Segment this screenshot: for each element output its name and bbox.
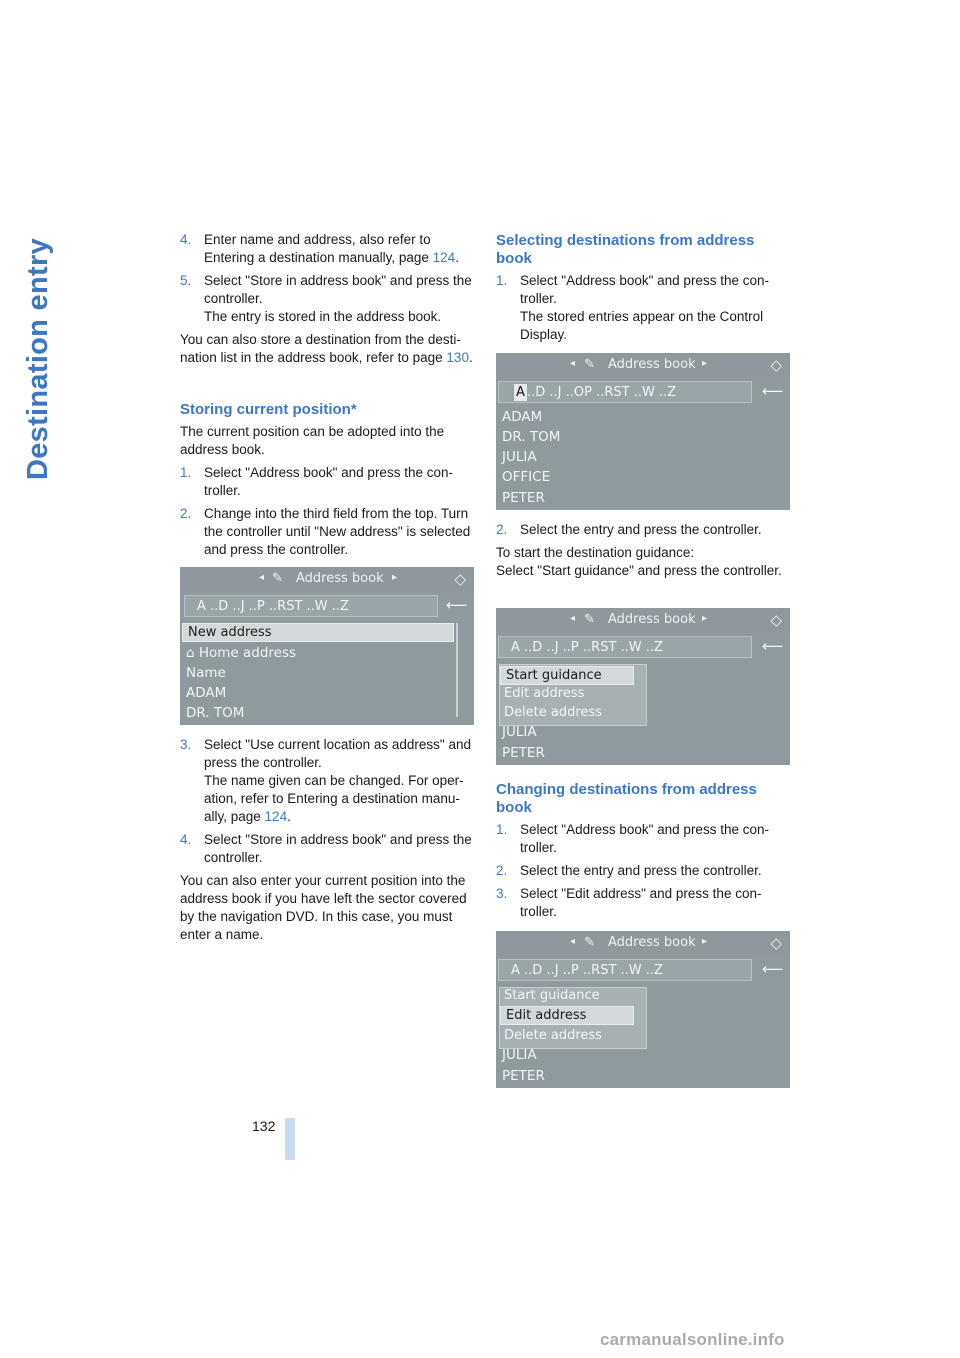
menu-item-delete-address[interactable]: Delete address [504,1028,602,1043]
list-item[interactable]: Name [186,665,226,681]
page-link[interactable]: 124 [264,809,288,824]
move-icon: ◇ [454,570,466,588]
right-arrow-icon: ▸ [702,613,708,624]
right-column-2 [496,521,788,585]
paragraph: To start the destination guidance: [496,545,695,560]
right-column-3 [496,821,788,926]
left-arrow-icon: ◂ [259,572,265,583]
right-arrow-icon: ▸ [392,572,398,583]
menu-item-start-guidance[interactable]: Start guidance [504,988,600,1003]
step-2: 2. Select the entry and press the controller. [496,522,762,537]
list-item[interactable]: ADAM [186,685,227,701]
screen-title: Address book [608,935,696,950]
list-item-selected[interactable]: New address [182,623,454,642]
address-book-icon: ✎ [584,357,595,372]
list-item[interactable]: ADAM [502,409,543,425]
screen-title: Address book [608,612,696,627]
menu-item-start-guidance[interactable]: Start guidance [500,666,634,685]
step-2: 2. Change into the third field from the top. Turn the controller until "New address" is selected and press the controller. [180,506,471,557]
screen-edit-address [496,931,790,1088]
step-4: 4. Enter name and address, also refer to Entering a destination manually, page 124. [180,232,459,265]
right-arrow-icon: ▸ [702,936,708,947]
list-item[interactable]: PETER [502,745,545,761]
list-item[interactable]: DR. TOM [502,429,561,445]
step-1: 1. Select "Address book" and press the controller. [496,822,769,855]
left-arrow-icon: ◂ [570,613,576,624]
address-book-icon: ✎ [272,571,283,586]
alphabet-bar[interactable]: A ..D ..J ..P ..RST ..W ..Z [184,595,438,617]
heading-storing-current-position: Storing current position* [180,401,357,418]
heading-selecting-destinations: Selecting destinations from address book [496,232,755,267]
selected-letter[interactable]: A [514,384,527,401]
menu-item-delete-address[interactable]: Delete address [504,705,602,720]
paragraph: You can also store a destination from the destination list in the address book, refer to page 130. [180,332,473,365]
address-book-icon: ✎ [584,612,595,627]
step-1: 1. Select "Address book" and press the controller. [180,465,453,498]
screen-title: Address book [296,571,384,586]
left-column-2 [180,423,474,564]
page-number: 132 [252,1118,276,1134]
left-arrow-icon: ◂ [570,936,576,947]
heading-changing-destinations: Changing destinations from address book [496,781,757,816]
menu-item-edit-address[interactable]: Edit address [504,686,585,701]
screen-title: Address book [608,357,696,372]
step-2: 2. Select the entry and press the controller. [496,863,762,878]
alphabet-bar[interactable]: ..D ..J ..OP ..RST ..W ..Z [498,381,752,403]
step-5: 5. Select "Store in address book" and press the controller. The entry is stored in the address book. [180,273,472,324]
screen-address-list [496,353,790,510]
left-arrow-icon: ◂ [570,358,576,369]
list-item[interactable]: DR. TOM [186,705,245,721]
step-1: 1. Select "Address book" and press the controller. The stored entries appear on the Control Display. [496,273,769,342]
step-3: 3. Select "Edit address" and press the controller. [496,886,762,919]
page-link[interactable]: 130 [446,350,469,365]
list-item[interactable]: PETER [502,490,545,506]
list-item[interactable]: PETER [502,1068,545,1084]
back-icon[interactable]: ⟵ [762,637,784,655]
address-book-icon: ✎ [584,935,595,950]
alphabet-bar[interactable]: A ..D ..J ..P ..RST ..W ..Z [498,636,752,658]
left-column-3 [180,736,474,949]
right-arrow-icon: ▸ [702,358,708,369]
back-icon[interactable]: ⟵ [762,960,784,978]
alphabet-bar[interactable]: A ..D ..J ..P ..RST ..W ..Z [498,959,752,981]
page-marker [285,1118,295,1160]
back-icon[interactable]: ⟵ [446,596,468,614]
list-item[interactable]: JULIA [502,1047,537,1063]
move-icon: ◇ [770,934,782,952]
move-icon: ◇ [770,356,782,374]
move-icon: ◇ [770,611,782,629]
right-column [496,272,788,349]
step-4: 4. Select "Store in address book" and press the controller. [180,832,472,865]
watermark-url: carmanualsonline.info [600,1330,785,1349]
page-link[interactable]: 124 [432,250,456,265]
paragraph: The current position can be adopted into the address book. [180,424,445,457]
list-item[interactable]: ⌂ Home address [186,645,297,661]
back-icon[interactable]: ⟵ [762,382,784,400]
step-3: 3. Select "Use current location as address" and press the controller. The name given can be changed. For operation, refer to Entering a destination manually, page 124. [180,737,471,824]
paragraph: You can also enter your current position into the address book if you have left the sector covered by the navigation DVD. In this case, you must enter a name. [180,873,467,942]
screen-new-address [180,567,474,725]
paragraph: Select "Start guidance" and press the controller. [496,563,782,578]
list-item[interactable]: JULIA [502,449,537,465]
sidebar-title: Destination entry [22,238,54,480]
list-item[interactable]: JULIA [502,724,537,740]
left-column [180,231,474,372]
screen-start-guidance [496,608,790,765]
scrollbar[interactable] [456,623,472,717]
menu-item-edit-address[interactable]: Edit address [500,1006,634,1025]
list-item[interactable]: OFFICE [502,469,551,485]
